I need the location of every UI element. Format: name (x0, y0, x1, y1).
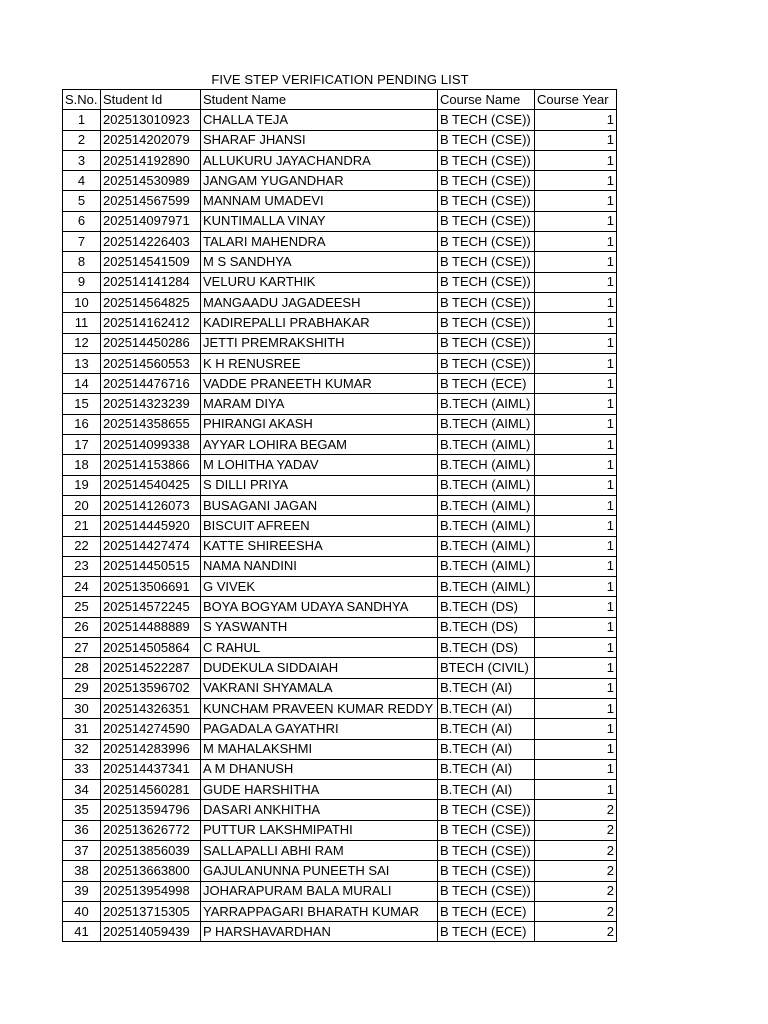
cell-course-year: 1 (535, 353, 617, 373)
cell-course-name: B TECH (CSE)) (438, 130, 535, 150)
table-row (63, 698, 617, 718)
cell-student-id: 202514450515 (101, 556, 201, 576)
cell-course-name: B.TECH (AI) (438, 780, 535, 800)
table-row (63, 759, 617, 779)
cell-student-name: MANNAM UMADEVI (201, 191, 438, 211)
cell-student-id: 202514488889 (101, 617, 201, 637)
cell-student-name: SHARAF JHANSI (201, 130, 438, 150)
cell-student-name: BUSAGANI JAGAN (201, 495, 438, 515)
cell-course-year: 2 (535, 901, 617, 921)
cell-course-name: B TECH (CSE)) (438, 292, 535, 312)
table-row (63, 881, 617, 901)
cell-student-id: 202514192890 (101, 150, 201, 170)
cell-course-year: 2 (535, 861, 617, 881)
table-row (63, 617, 617, 637)
cell-sno: 22 (63, 536, 101, 556)
cell-sno: 7 (63, 232, 101, 252)
cell-course-year: 1 (535, 272, 617, 292)
cell-course-year: 1 (535, 130, 617, 150)
cell-course-name: B.TECH (AI) (438, 719, 535, 739)
cell-course-name: B.TECH (AIML) (438, 577, 535, 597)
cell-student-id: 202514427474 (101, 536, 201, 556)
cell-student-name: KUNTIMALLA VINAY (201, 211, 438, 231)
table-row (63, 861, 617, 881)
cell-course-name: B TECH (CSE)) (438, 861, 535, 881)
table-row (63, 394, 617, 414)
table-row (63, 719, 617, 739)
cell-student-name: K H RENUSREE (201, 353, 438, 373)
cell-course-year: 1 (535, 455, 617, 475)
table-header (63, 90, 617, 110)
table-row (63, 922, 617, 942)
cell-sno: 38 (63, 861, 101, 881)
cell-student-id: 202514530989 (101, 171, 201, 191)
cell-sno: 27 (63, 638, 101, 658)
cell-student-id: 202514326351 (101, 698, 201, 718)
cell-course-name: B.TECH (AIML) (438, 455, 535, 475)
cell-student-name: GUDE HARSHITHA (201, 780, 438, 800)
cell-sno: 17 (63, 435, 101, 455)
table-row (63, 252, 617, 272)
cell-course-name: B.TECH (AIML) (438, 475, 535, 495)
cell-course-year: 1 (535, 739, 617, 759)
table-row (63, 678, 617, 698)
cell-student-id: 202513506691 (101, 577, 201, 597)
cell-student-name: JOHARAPURAM BALA MURALI (201, 881, 438, 901)
cell-course-year: 1 (535, 374, 617, 394)
cell-student-id: 202514141284 (101, 272, 201, 292)
cell-student-name: PHIRANGI AKASH (201, 414, 438, 434)
cell-course-year: 1 (535, 292, 617, 312)
cell-student-id: 202513596702 (101, 678, 201, 698)
cell-student-name: ALLUKURU JAYACHANDRA (201, 150, 438, 170)
cell-student-name: VAKRANI SHYAMALA (201, 678, 438, 698)
table-row (63, 414, 617, 434)
cell-course-year: 2 (535, 840, 617, 860)
cell-student-name: VELURU KARTHIK (201, 272, 438, 292)
cell-student-name: SALLAPALLI ABHI RAM (201, 840, 438, 860)
table-row (63, 110, 617, 130)
table-row (63, 658, 617, 678)
column-header-course-year: Course Year (535, 90, 617, 110)
cell-course-year: 1 (535, 658, 617, 678)
table-row (63, 495, 617, 515)
cell-student-name: JANGAM YUGANDHAR (201, 171, 438, 191)
table-row (63, 638, 617, 658)
cell-student-name: PAGADALA GAYATHRI (201, 719, 438, 739)
cell-student-name: M MAHALAKSHMI (201, 739, 438, 759)
table-row (63, 130, 617, 150)
cell-course-year: 1 (535, 516, 617, 536)
cell-course-name: B.TECH (AIML) (438, 495, 535, 515)
cell-sno: 15 (63, 394, 101, 414)
cell-sno: 21 (63, 516, 101, 536)
cell-sno: 16 (63, 414, 101, 434)
cell-course-year: 1 (535, 252, 617, 272)
cell-sno: 5 (63, 191, 101, 211)
table-row (63, 232, 617, 252)
cell-student-name: M LOHITHA YADAV (201, 455, 438, 475)
cell-course-name: B TECH (CSE)) (438, 800, 535, 820)
table-row (63, 333, 617, 353)
cell-sno: 2 (63, 130, 101, 150)
cell-course-name: B TECH (ECE) (438, 922, 535, 942)
table-row (63, 374, 617, 394)
pending-list-table (62, 89, 617, 942)
cell-sno: 3 (63, 150, 101, 170)
cell-course-year: 1 (535, 495, 617, 515)
table-row (63, 292, 617, 312)
cell-student-name: G VIVEK (201, 577, 438, 597)
cell-student-id: 202514567599 (101, 191, 201, 211)
cell-course-year: 1 (535, 597, 617, 617)
cell-student-id: 202514323239 (101, 394, 201, 414)
cell-student-name: KADIREPALLI PRABHAKAR (201, 313, 438, 333)
cell-course-year: 1 (535, 211, 617, 231)
cell-course-name: B.TECH (AIML) (438, 394, 535, 414)
cell-student-name: A M DHANUSH (201, 759, 438, 779)
cell-sno: 23 (63, 556, 101, 576)
cell-student-id: 202514572245 (101, 597, 201, 617)
table-body (63, 110, 617, 942)
cell-course-year: 1 (535, 171, 617, 191)
cell-course-year: 1 (535, 435, 617, 455)
cell-student-id: 202514202079 (101, 130, 201, 150)
cell-student-id: 202514226403 (101, 232, 201, 252)
cell-sno: 20 (63, 495, 101, 515)
cell-student-id: 202514126073 (101, 495, 201, 515)
cell-sno: 28 (63, 658, 101, 678)
cell-student-name: MARAM DIYA (201, 394, 438, 414)
cell-student-name: PUTTUR LAKSHMIPATHI (201, 820, 438, 840)
cell-course-name: B TECH (CSE)) (438, 110, 535, 130)
table-row (63, 840, 617, 860)
table-row (63, 191, 617, 211)
table-row (63, 739, 617, 759)
cell-course-name: B.TECH (AIML) (438, 435, 535, 455)
cell-course-year: 1 (535, 719, 617, 739)
header-row (63, 90, 617, 110)
cell-student-name: P HARSHAVARDHAN (201, 922, 438, 942)
cell-sno: 32 (63, 739, 101, 759)
cell-sno: 36 (63, 820, 101, 840)
cell-course-name: B TECH (CSE)) (438, 191, 535, 211)
cell-student-id: 202514059439 (101, 922, 201, 942)
cell-student-id: 202514437341 (101, 759, 201, 779)
cell-student-name: AYYAR LOHIRA BEGAM (201, 435, 438, 455)
cell-course-year: 2 (535, 881, 617, 901)
table-row (63, 820, 617, 840)
cell-course-year: 1 (535, 394, 617, 414)
cell-course-year: 2 (535, 800, 617, 820)
cell-course-year: 1 (535, 414, 617, 434)
cell-course-name: B.TECH (AIML) (438, 556, 535, 576)
cell-student-id: 202514522287 (101, 658, 201, 678)
cell-student-id: 202513010923 (101, 110, 201, 130)
cell-course-name: BTECH (CIVIL) (438, 658, 535, 678)
cell-sno: 18 (63, 455, 101, 475)
cell-course-name: B.TECH (AIML) (438, 516, 535, 536)
cell-student-id: 202513594796 (101, 800, 201, 820)
page-title: FIVE STEP VERIFICATION PENDING LIST (211, 72, 469, 87)
column-header-course-name: Course Name (438, 90, 535, 110)
cell-student-id: 202514564825 (101, 292, 201, 312)
cell-course-year: 1 (535, 556, 617, 576)
cell-student-id: 202513856039 (101, 840, 201, 860)
cell-course-year: 1 (535, 110, 617, 130)
cell-sno: 31 (63, 719, 101, 739)
cell-sno: 26 (63, 617, 101, 637)
cell-student-name: JETTI PREMRAKSHITH (201, 333, 438, 353)
cell-student-name: GAJULANUNNA PUNEETH SAI (201, 861, 438, 881)
cell-student-id: 202513663800 (101, 861, 201, 881)
cell-course-name: B TECH (CSE)) (438, 313, 535, 333)
cell-student-id: 202514505864 (101, 638, 201, 658)
cell-course-year: 1 (535, 617, 617, 637)
table-row (63, 800, 617, 820)
cell-course-name: B TECH (CSE)) (438, 840, 535, 860)
cell-student-id: 202514560553 (101, 353, 201, 373)
table-row (63, 901, 617, 921)
cell-course-name: B TECH (CSE)) (438, 820, 535, 840)
cell-course-name: B.TECH (AI) (438, 698, 535, 718)
cell-student-name: C RAHUL (201, 638, 438, 658)
cell-course-name: B.TECH (AI) (438, 678, 535, 698)
cell-course-year: 1 (535, 232, 617, 252)
cell-course-name: B.TECH (AI) (438, 759, 535, 779)
cell-course-name: B TECH (CSE)) (438, 150, 535, 170)
cell-course-name: B TECH (CSE)) (438, 881, 535, 901)
cell-sno: 41 (63, 922, 101, 942)
cell-student-id: 202514283996 (101, 739, 201, 759)
cell-sno: 33 (63, 759, 101, 779)
cell-course-year: 1 (535, 333, 617, 353)
cell-course-year: 2 (535, 922, 617, 942)
table-row (63, 272, 617, 292)
cell-student-id: 202514099338 (101, 435, 201, 455)
cell-course-name: B TECH (CSE)) (438, 272, 535, 292)
cell-course-year: 1 (535, 313, 617, 333)
table-row (63, 780, 617, 800)
cell-sno: 12 (63, 333, 101, 353)
cell-student-name: NAMA NANDINI (201, 556, 438, 576)
table-row (63, 577, 617, 597)
cell-course-year: 1 (535, 191, 617, 211)
cell-sno: 13 (63, 353, 101, 373)
table-row (63, 556, 617, 576)
cell-course-name: B.TECH (DS) (438, 617, 535, 637)
cell-course-year: 1 (535, 698, 617, 718)
cell-student-name: CHALLA TEJA (201, 110, 438, 130)
cell-student-id: 202514560281 (101, 780, 201, 800)
cell-student-id: 202514153866 (101, 455, 201, 475)
cell-sno: 39 (63, 881, 101, 901)
table-row (63, 475, 617, 495)
cell-student-name: MANGAADU JAGADEESH (201, 292, 438, 312)
cell-student-id: 202514450286 (101, 333, 201, 353)
cell-course-name: B.TECH (AIML) (438, 536, 535, 556)
cell-sno: 1 (63, 110, 101, 130)
table-row (63, 313, 617, 333)
cell-sno: 30 (63, 698, 101, 718)
cell-student-name: KUNCHAM PRAVEEN KUMAR REDDY (201, 698, 438, 718)
cell-student-id: 202514540425 (101, 475, 201, 495)
cell-sno: 10 (63, 292, 101, 312)
cell-student-id: 202514445920 (101, 516, 201, 536)
cell-course-year: 2 (535, 820, 617, 840)
cell-course-name: B TECH (CSE)) (438, 211, 535, 231)
cell-course-name: B TECH (ECE) (438, 374, 535, 394)
table-row (63, 353, 617, 373)
cell-course-name: B TECH (CSE)) (438, 232, 535, 252)
table-row (63, 171, 617, 191)
cell-course-name: B.TECH (AI) (438, 739, 535, 759)
cell-course-year: 1 (535, 780, 617, 800)
table-row (63, 455, 617, 475)
cell-student-id: 202513954998 (101, 881, 201, 901)
cell-sno: 34 (63, 780, 101, 800)
cell-course-name: B TECH (CSE)) (438, 333, 535, 353)
cell-student-name: M S SANDHYA (201, 252, 438, 272)
table-row (63, 516, 617, 536)
cell-course-year: 1 (535, 475, 617, 495)
cell-course-name: B.TECH (DS) (438, 638, 535, 658)
cell-course-name: B TECH (CSE)) (438, 353, 535, 373)
cell-sno: 29 (63, 678, 101, 698)
cell-student-name: YARRAPPAGARI BHARATH KUMAR (201, 901, 438, 921)
cell-student-name: BISCUIT AFREEN (201, 516, 438, 536)
cell-course-name: B.TECH (DS) (438, 597, 535, 617)
column-header-sno: S.No. (63, 90, 101, 110)
cell-sno: 14 (63, 374, 101, 394)
cell-sno: 40 (63, 901, 101, 921)
cell-student-name: TALARI MAHENDRA (201, 232, 438, 252)
column-header-student-id: Student Id (101, 90, 201, 110)
cell-student-id: 202514541509 (101, 252, 201, 272)
cell-student-name: VADDE PRANEETH KUMAR (201, 374, 438, 394)
cell-student-name: DASARI ANKHITHA (201, 800, 438, 820)
column-header-student-name: Student Name (201, 90, 438, 110)
cell-course-year: 1 (535, 638, 617, 658)
cell-student-name: DUDEKULA SIDDAIAH (201, 658, 438, 678)
cell-course-year: 1 (535, 759, 617, 779)
cell-student-id: 202513715305 (101, 901, 201, 921)
cell-course-name: B TECH (CSE)) (438, 252, 535, 272)
cell-sno: 9 (63, 272, 101, 292)
cell-course-name: B.TECH (AIML) (438, 414, 535, 434)
cell-student-name: BOYA BOGYAM UDAYA SANDHYA (201, 597, 438, 617)
cell-sno: 11 (63, 313, 101, 333)
cell-course-name: B TECH (ECE) (438, 901, 535, 921)
cell-sno: 24 (63, 577, 101, 597)
cell-student-id: 202514358655 (101, 414, 201, 434)
table-row (63, 597, 617, 617)
table-row (63, 536, 617, 556)
cell-sno: 25 (63, 597, 101, 617)
cell-course-year: 1 (535, 536, 617, 556)
cell-student-id: 202514476716 (101, 374, 201, 394)
cell-sno: 6 (63, 211, 101, 231)
cell-student-id: 202513626772 (101, 820, 201, 840)
cell-sno: 37 (63, 840, 101, 860)
cell-sno: 19 (63, 475, 101, 495)
cell-course-year: 1 (535, 678, 617, 698)
cell-course-year: 1 (535, 577, 617, 597)
table-row (63, 150, 617, 170)
cell-student-name: KATTE SHIREESHA (201, 536, 438, 556)
cell-sno: 35 (63, 800, 101, 820)
cell-student-id: 202514274590 (101, 719, 201, 739)
cell-sno: 8 (63, 252, 101, 272)
cell-student-id: 202514162412 (101, 313, 201, 333)
table-row (63, 435, 617, 455)
cell-course-name: B TECH (CSE)) (438, 171, 535, 191)
cell-student-name: S DILLI PRIYA (201, 475, 438, 495)
cell-course-year: 1 (535, 150, 617, 170)
cell-sno: 4 (63, 171, 101, 191)
table-row (63, 211, 617, 231)
cell-student-name: S YASWANTH (201, 617, 438, 637)
cell-student-id: 202514097971 (101, 211, 201, 231)
